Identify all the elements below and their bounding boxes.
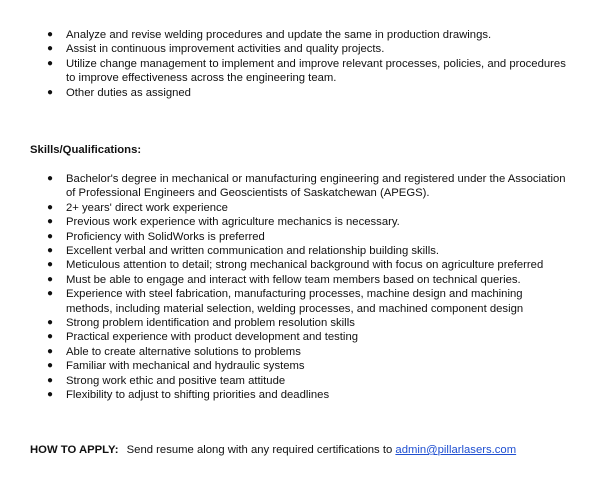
how-to-apply-text: Send resume along with any required certifications to [126,444,393,456]
responsibility-item [0,28,599,42]
responsibility-item-text: Utilize change management to implement and improve relevant processes, policies, and procedures to improve effectiveness across the engineering team. [66,57,566,85]
skill-item [0,172,599,201]
skill-item-text: Flexibility to adjust to shifting priorities and deadlines [66,389,330,402]
bullet-icon: ● [46,245,54,257]
skill-item-text: Previous work experience with agriculture mechanics is necessary. [66,216,400,229]
skill-item [0,359,599,373]
responsibilities-list [0,28,599,100]
skills-heading: Skills/Qualifications: [30,144,142,156]
bullet-icon: ● [46,288,54,300]
bullet-icon: ● [46,273,54,285]
bullet-icon: ● [46,360,54,372]
responsibility-item [0,86,599,100]
responsibility-item-text: Analyze and revise welding procedures and update the same in production drawings. [66,29,492,41]
skill-item [0,345,599,359]
email-link[interactable]: admin@pillarlasers.com [395,444,517,456]
bullet-icon: ● [46,374,54,386]
how-to-apply-label: HOW TO APPLY: [30,444,119,456]
skill-item-text: Practical experience with product development and testing [66,331,359,344]
bullet-icon: ● [46,345,54,357]
bullet-icon: ● [46,230,54,242]
bullet-icon: ● [46,201,54,213]
bullet-icon: ● [46,86,54,98]
skill-item-text: Must be able to engage and interact with fellow team members based on technical queries. [66,273,521,286]
skill-item-text: Strong problem identification and problem resolution skills [66,317,355,330]
skill-item [0,258,599,272]
skill-item-text: Able to create alternative solutions to problems [66,345,301,358]
skill-item-text: 2+ years' direct work experience [66,201,228,214]
skill-item [0,244,599,258]
skill-item-text: Excellent verbal and written communication and relationship building skills. [66,245,439,258]
bullet-icon: ● [46,259,54,271]
responsibility-item-text: Assist in continuous improvement activities and quality projects. [66,43,385,56]
skill-item-text: Familiar with mechanical and hydraulic systems [66,360,305,373]
bullet-icon: ● [46,389,54,401]
skill-item-text: Proficiency with SolidWorks is preferred [66,230,265,243]
skill-item-text: Experience with steel fabrication, manufacturing processes, machine design and machining methods, including material selection, welding processes, and machined component design [66,288,524,315]
bullet-icon: ● [46,29,54,40]
skill-item [0,201,599,215]
how-to-apply [30,443,516,457]
bullet-icon: ● [46,317,54,329]
skill-item [0,273,599,287]
bullet-icon: ● [46,216,54,228]
bullet-icon: ● [46,43,54,55]
responsibility-item [0,57,599,86]
skill-item [0,330,599,344]
skill-item-text: Bachelor's degree in mechanical or manufacturing engineering and registered under the Association of Professional Engineers and Geoscientists of Saskatchewan (APEGS). [66,173,566,200]
skills-list [0,172,599,403]
skill-item [0,230,599,244]
responsibility-item-text: Other duties as assigned [66,86,191,99]
skill-item-text: Meticulous attention to detail; strong mechanical background with focus on agriculture preferred [66,259,544,272]
skill-item [0,388,599,402]
bullet-icon: ● [46,331,54,343]
responsibility-item [0,42,599,56]
bullet-icon: ● [46,57,54,69]
skill-item [0,374,599,388]
skill-item [0,287,599,316]
bullet-icon: ● [46,173,54,184]
skill-item [0,316,599,330]
skill-item [0,215,599,229]
skill-item-text: Strong work ethic and positive team attitude [66,374,286,387]
